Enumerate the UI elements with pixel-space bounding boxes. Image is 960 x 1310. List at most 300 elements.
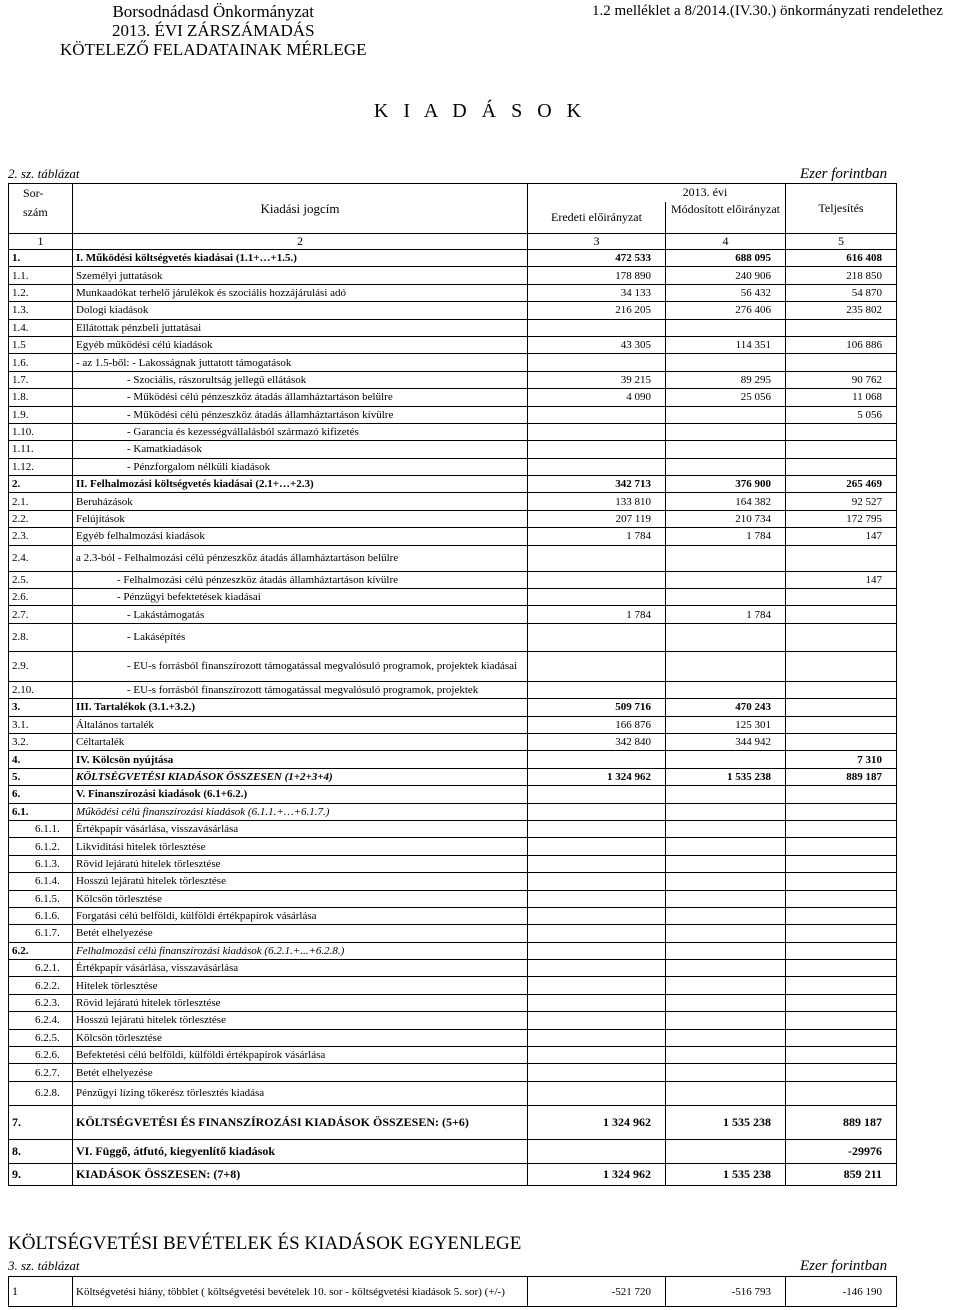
table-row — [9, 699, 897, 716]
value-teljesites: 147 — [786, 528, 897, 545]
value-modositott — [666, 354, 786, 371]
table-body — [9, 250, 897, 1186]
value-teljesites: 859 211 — [786, 1163, 897, 1185]
table-row — [9, 441, 897, 458]
row-number: 1.2. — [9, 284, 73, 301]
table-row — [9, 250, 897, 267]
value-teljesites — [786, 855, 897, 872]
row-label: Rövid lejáratú hitelek törlesztése — [73, 855, 528, 872]
row-number: 6.2.2. — [9, 977, 73, 994]
value-teljesites — [786, 319, 897, 336]
table-row — [9, 606, 897, 623]
value-teljesites — [786, 651, 897, 681]
value-teljesites — [786, 960, 897, 977]
value-modositott — [666, 942, 786, 959]
value-eredeti — [528, 681, 666, 698]
value-teljesites — [786, 1064, 897, 1081]
row-number: 3.2. — [9, 733, 73, 750]
value-teljesites: 106 886 — [786, 336, 897, 353]
row-number: 6.2.4. — [9, 1012, 73, 1029]
row-number: 6.1. — [9, 803, 73, 820]
table-row — [9, 528, 897, 545]
table-row — [9, 1047, 897, 1064]
row-number: 1.6. — [9, 354, 73, 371]
report-subtitle: KÖTELEZŐ FELADATAINAK MÉRLEGE — [60, 40, 367, 59]
value-modositott — [666, 458, 786, 475]
row-number: 2.6. — [9, 589, 73, 606]
row-number: 5. — [9, 768, 73, 785]
table-row — [9, 873, 897, 890]
value-teljesites: -29976 — [786, 1139, 897, 1163]
value-teljesites: 11 068 — [786, 389, 897, 406]
value-modositott — [666, 786, 786, 803]
table-row — [9, 1105, 897, 1139]
value-eredeti: 34 133 — [528, 284, 666, 301]
balance-table — [8, 1276, 897, 1307]
value-modositott: 25 056 — [666, 389, 786, 406]
table-row — [9, 925, 897, 942]
value-modositott — [666, 907, 786, 924]
row-label: Általános tartalék — [73, 716, 528, 733]
row-number: 2.3. — [9, 528, 73, 545]
row-number: 7. — [9, 1105, 73, 1139]
value-modositott — [666, 1081, 786, 1105]
row-label: Likviditási hitelek törlesztése — [73, 838, 528, 855]
table-row — [9, 855, 897, 872]
table-row — [9, 571, 897, 588]
value-eredeti — [528, 1081, 666, 1105]
value-teljesites: 5 056 — [786, 406, 897, 423]
value-teljesites: 889 187 — [786, 768, 897, 785]
value-modositott — [666, 925, 786, 942]
balance-unit-label: Ezer forintban — [800, 1258, 888, 1274]
value-modositott — [666, 1064, 786, 1081]
value-eredeti — [528, 1012, 666, 1029]
annex-reference: 1.2 melléklet a 8/2014.(IV.30.) önkormányzati rendelethez — [592, 3, 943, 19]
table-row — [9, 545, 897, 571]
row-number: 2.10. — [9, 681, 73, 698]
value-eredeti — [528, 458, 666, 475]
row-label: a 2.3-ból - Felhalmozási célú pénzeszköz átadás államháztartáson belülre — [73, 545, 528, 571]
value-teljesites: 7 310 — [786, 751, 897, 768]
value-eredeti — [528, 571, 666, 588]
row-label: I. Működési költségvetés kiadásai (1.1+…+1.5.) — [73, 250, 528, 267]
value-eredeti — [528, 890, 666, 907]
row-label: Rövid lejáratú hitelek törlesztése — [73, 994, 528, 1011]
row-number: 6.2. — [9, 942, 73, 959]
value-teljesites — [786, 873, 897, 890]
value-modositott — [666, 651, 786, 681]
value-modositott: 1 535 238 — [666, 1163, 786, 1185]
value-eredeti: 1 324 962 — [528, 768, 666, 785]
value-eredeti — [528, 820, 666, 837]
table-row — [9, 476, 897, 493]
value-eredeti — [528, 354, 666, 371]
row-number: 6.1.4. — [9, 873, 73, 890]
value-eredeti — [528, 319, 666, 336]
value-teljesites — [786, 803, 897, 820]
value-teljesites — [786, 925, 897, 942]
value-teljesites: 90 762 — [786, 371, 897, 388]
row-number: 2.4. — [9, 545, 73, 571]
row-label: Felújítások — [73, 510, 528, 527]
table-row — [9, 1064, 897, 1081]
value-teljesites: 147 — [786, 571, 897, 588]
value-eredeti — [528, 545, 666, 571]
table-row — [9, 510, 897, 527]
row-number: 1.4. — [9, 319, 73, 336]
value-modositott — [666, 820, 786, 837]
value-eredeti: 4 090 — [528, 389, 666, 406]
row-label: - Lakástámogatás — [73, 606, 528, 623]
row-label: KÖLTSÉGVETÉSI KIADÁSOK ÖSSZESEN (1+2+3+4) — [73, 768, 528, 785]
row-label: Betét elhelyezése — [73, 1064, 528, 1081]
row-label: V. Finanszírozási kiadások (6.1+6.2.) — [73, 786, 528, 803]
table-row — [9, 1277, 897, 1307]
value-teljesites — [786, 977, 897, 994]
value-eredeti — [528, 406, 666, 423]
row-label: - EU-s forrásból finanszírozott támogatással megvalósuló programok, projektek — [73, 681, 528, 698]
row-number: 6.1.3. — [9, 855, 73, 872]
row-label: Betét elhelyezése — [73, 925, 528, 942]
value-eredeti: 133 810 — [528, 493, 666, 510]
balance-table-label: 3. sz. táblázat — [8, 1258, 80, 1273]
value-eredeti — [528, 589, 666, 606]
value-eredeti: 39 215 — [528, 371, 666, 388]
value-eredeti — [528, 1029, 666, 1046]
table-row — [9, 284, 897, 301]
row-label: Felhalmozási célú finanszírozási kiadások (6.2.1.+...+6.2.8.) — [73, 942, 528, 959]
table-row — [9, 389, 897, 406]
value-modositott — [666, 890, 786, 907]
value-modositott — [666, 545, 786, 571]
value-modositott — [666, 681, 786, 698]
row-number: 1.12. — [9, 458, 73, 475]
row-number: 4. — [9, 751, 73, 768]
value-eredeti — [528, 803, 666, 820]
table-row — [9, 820, 897, 837]
value-eredeti — [528, 960, 666, 977]
table-row — [9, 994, 897, 1011]
col-index-5: 5 — [786, 234, 897, 250]
table-row — [9, 1163, 897, 1185]
value-eredeti: 509 716 — [528, 699, 666, 716]
table-row — [9, 371, 897, 388]
row-label: Egyéb felhalmozási kiadások — [73, 528, 528, 545]
col-header-year: 2013. évi — [528, 184, 786, 202]
value-modositott — [666, 406, 786, 423]
row-label: Pénzügyi lízing tőkerész törlesztés kiadása — [73, 1081, 528, 1105]
table-row — [9, 1139, 897, 1163]
row-label: Forgatási célú belföldi, külföldi értékpapírok vásárlása — [73, 907, 528, 924]
table-row — [9, 977, 897, 994]
row-number: 2.1. — [9, 493, 73, 510]
row-label: Költségvetési hiány, többlet ( költségvetési bevételek 10. sor - költségvetési kiadások 5. sor) (+/-) — [73, 1277, 528, 1307]
value-teljesites — [786, 994, 897, 1011]
value-teljesites — [786, 623, 897, 651]
row-number: 6.2.3. — [9, 994, 73, 1011]
value-modositott — [666, 423, 786, 440]
value-teljesites: 92 527 — [786, 493, 897, 510]
row-number: 3.1. — [9, 716, 73, 733]
document-header — [60, 2, 366, 59]
value-teljesites — [786, 907, 897, 924]
value-teljesites: 616 408 — [786, 250, 897, 267]
value-teljesites — [786, 716, 897, 733]
row-number: 6.1.7. — [9, 925, 73, 942]
row-label: Működési célú finanszírozási kiadások (6.1.1.+…+6.1.7.) — [73, 803, 528, 820]
value-modositott: 1 535 238 — [666, 768, 786, 785]
value-modositott: 470 243 — [666, 699, 786, 716]
value-eredeti: -521 720 — [528, 1277, 666, 1307]
row-number: 1 — [9, 1277, 73, 1307]
value-modositott — [666, 589, 786, 606]
row-label: Munkaadókat terhelő járulékok és szociális hozzájárulási adó — [73, 284, 528, 301]
value-modositott — [666, 751, 786, 768]
col-header-sorszam: Sor- szám — [9, 184, 73, 234]
value-teljesites — [786, 942, 897, 959]
value-modositott: 210 734 — [666, 510, 786, 527]
row-label: VI. Függő, átfutó, kiegyenlítő kiadások — [73, 1139, 528, 1163]
value-eredeti — [528, 651, 666, 681]
value-eredeti — [528, 441, 666, 458]
value-modositott: 1 535 238 — [666, 1105, 786, 1139]
value-eredeti: 342 713 — [528, 476, 666, 493]
table-row — [9, 589, 897, 606]
value-modositott — [666, 1047, 786, 1064]
row-label: Értékpapír vásárlása, visszavásárlása — [73, 960, 528, 977]
value-modositott: 276 406 — [666, 302, 786, 319]
row-number: 6.1.5. — [9, 890, 73, 907]
row-label: KIADÁSOK ÖSSZESEN: (7+8) — [73, 1163, 528, 1185]
col-index-4: 4 — [666, 234, 786, 250]
value-teljesites: 265 469 — [786, 476, 897, 493]
value-teljesites: 235 802 — [786, 302, 897, 319]
value-modositott — [666, 960, 786, 977]
table-row — [9, 651, 897, 681]
row-label: - Felhalmozási célú pénzeszköz átadás államháztartáson kívülre — [73, 571, 528, 588]
row-number: 8. — [9, 1139, 73, 1163]
row-label: III. Tartalékok (3.1.+3.2.) — [73, 699, 528, 716]
value-modositott: 240 906 — [666, 267, 786, 284]
row-label: Értékpapír vásárlása, visszavásárlása — [73, 820, 528, 837]
row-label: - Lakásépítés — [73, 623, 528, 651]
value-eredeti — [528, 423, 666, 440]
value-eredeti — [528, 977, 666, 994]
value-teljesites — [786, 545, 897, 571]
row-number: 6.1.6. — [9, 907, 73, 924]
row-label: Hosszú lejáratú hitelek törlesztése — [73, 1012, 528, 1029]
row-label: - az 1.5-ből: - Lakosságnak juttatott támogatások — [73, 354, 528, 371]
value-modositott: 125 301 — [666, 716, 786, 733]
value-eredeti — [528, 942, 666, 959]
value-eredeti — [528, 873, 666, 890]
value-modositott: 688 095 — [666, 250, 786, 267]
value-modositott — [666, 441, 786, 458]
value-eredeti — [528, 855, 666, 872]
value-modositott: 164 382 — [666, 493, 786, 510]
value-modositott — [666, 977, 786, 994]
table-row — [9, 890, 897, 907]
value-teljesites: 889 187 — [786, 1105, 897, 1139]
value-modositott: 376 900 — [666, 476, 786, 493]
row-label: IV. Kölcsön nyújtása — [73, 751, 528, 768]
value-modositott — [666, 319, 786, 336]
row-number: 1.3. — [9, 302, 73, 319]
row-label: II. Felhalmozási költségvetés kiadásai (2.1+…+2.3) — [73, 476, 528, 493]
row-label: Dologi kiadások — [73, 302, 528, 319]
row-label: Befektetési célú belföldi, külföldi értékpapírok vásárlása — [73, 1047, 528, 1064]
table-row — [9, 786, 897, 803]
value-teljesites — [786, 786, 897, 803]
value-modositott: 114 351 — [666, 336, 786, 353]
table-row — [9, 354, 897, 371]
row-number: 1.11. — [9, 441, 73, 458]
row-label: - Működési célú pénzeszköz átadás államháztartáson belülre — [73, 389, 528, 406]
table-row — [9, 733, 897, 750]
col-index-3: 3 — [528, 234, 666, 250]
row-label: Egyéb működési célú kiadások — [73, 336, 528, 353]
row-number: 6.2.5. — [9, 1029, 73, 1046]
table-row — [9, 960, 897, 977]
value-eredeti: 178 890 — [528, 267, 666, 284]
row-label: Ellátottak pénzbeli juttatásai — [73, 319, 528, 336]
col-header-teljesites: Teljesítés — [786, 184, 897, 234]
row-label: Hosszú lejáratú hitelek törlesztése — [73, 873, 528, 890]
table-row — [9, 336, 897, 353]
row-number: 2.8. — [9, 623, 73, 651]
value-teljesites — [786, 606, 897, 623]
row-number: 3. — [9, 699, 73, 716]
value-eredeti: 166 876 — [528, 716, 666, 733]
value-modositott: 1 784 — [666, 528, 786, 545]
unit-label: Ezer forintban — [800, 166, 888, 182]
table-row — [9, 493, 897, 510]
table-row — [9, 681, 897, 698]
value-eredeti: 472 533 — [528, 250, 666, 267]
value-eredeti: 1 784 — [528, 528, 666, 545]
col-header-jogcim: Kiadási jogcím — [73, 184, 528, 234]
report-title: 2013. ÉVI ZÁRSZÁMADÁS — [111, 21, 315, 40]
row-number: 9. — [9, 1163, 73, 1185]
row-label: - Működési célú pénzeszköz átadás államháztartáson kívülre — [73, 406, 528, 423]
row-number: 1.8. — [9, 389, 73, 406]
row-label: Hitelek törlesztése — [73, 977, 528, 994]
col-header-modositott: Módosított előirányzat — [666, 202, 786, 234]
table-row — [9, 423, 897, 440]
table-row — [9, 1029, 897, 1046]
row-label: KÖLTSÉGVETÉSI ÉS FINANSZÍROZÁSI KIADÁSOK ÖSSZESEN: (5+6) — [73, 1105, 528, 1139]
value-eredeti — [528, 1064, 666, 1081]
value-teljesites — [786, 890, 897, 907]
value-teljesites — [786, 441, 897, 458]
row-number: 6.2.6. — [9, 1047, 73, 1064]
table-row — [9, 1012, 897, 1029]
table-row — [9, 716, 897, 733]
value-teljesites — [786, 820, 897, 837]
table-row — [9, 406, 897, 423]
value-eredeti: 1 324 962 — [528, 1163, 666, 1185]
value-modositott: 1 784 — [666, 606, 786, 623]
value-teljesites — [786, 699, 897, 716]
row-number: 1.7. — [9, 371, 73, 388]
col-header-eredeti: Eredeti előirányzat — [528, 202, 666, 234]
value-modositott — [666, 838, 786, 855]
row-number: 6.2.7. — [9, 1064, 73, 1081]
row-number: 1.1. — [9, 267, 73, 284]
table-row — [9, 751, 897, 768]
value-eredeti: 342 840 — [528, 733, 666, 750]
col-index-2: 2 — [73, 234, 528, 250]
row-label: Személyi juttatások — [73, 267, 528, 284]
row-number: 1.5 — [9, 336, 73, 353]
row-label: - Szociális, rászorultság jellegű ellátások — [73, 371, 528, 388]
value-teljesites — [786, 681, 897, 698]
row-label: Beruházások — [73, 493, 528, 510]
value-eredeti: 207 119 — [528, 510, 666, 527]
value-eredeti: 1 784 — [528, 606, 666, 623]
value-eredeti — [528, 838, 666, 855]
value-modositott — [666, 1139, 786, 1163]
value-teljesites: -146 190 — [786, 1277, 897, 1307]
value-eredeti — [528, 786, 666, 803]
value-teljesites: 172 795 — [786, 510, 897, 527]
value-teljesites — [786, 1081, 897, 1105]
table-label: 2. sz. táblázat — [8, 166, 80, 181]
section-title: K I A D Á S O K — [373, 100, 587, 122]
value-eredeti: 216 205 — [528, 302, 666, 319]
row-number: 1. — [9, 250, 73, 267]
value-modositott — [666, 803, 786, 820]
value-teljesites — [786, 733, 897, 750]
value-eredeti — [528, 623, 666, 651]
table-row — [9, 907, 897, 924]
value-teljesites — [786, 589, 897, 606]
value-teljesites — [786, 423, 897, 440]
row-number: 6.2.8. — [9, 1081, 73, 1105]
row-number: 2.7. — [9, 606, 73, 623]
table-row — [9, 623, 897, 651]
row-number: 2.2. — [9, 510, 73, 527]
value-modositott: 89 295 — [666, 371, 786, 388]
value-teljesites — [786, 838, 897, 855]
row-label: - EU-s forrásból finanszírozott támogatással megvalósuló programok, projektek kiadásai — [73, 651, 528, 681]
value-modositott — [666, 571, 786, 588]
value-modositott — [666, 1012, 786, 1029]
value-modositott — [666, 873, 786, 890]
value-teljesites — [786, 1012, 897, 1029]
balance-title: KÖLTSÉGVETÉSI BEVÉTELEK ÉS KIADÁSOK EGYENLEGE — [8, 1233, 522, 1254]
value-eredeti — [528, 1139, 666, 1163]
value-teljesites — [786, 1029, 897, 1046]
value-eredeti — [528, 751, 666, 768]
row-label: - Pénzforgalom nélküli kiadások — [73, 458, 528, 475]
value-eredeti — [528, 994, 666, 1011]
row-number: 6.1.2. — [9, 838, 73, 855]
value-modositott — [666, 1029, 786, 1046]
row-label: Céltartalék — [73, 733, 528, 750]
value-eredeti: 43 305 — [528, 336, 666, 353]
value-teljesites — [786, 354, 897, 371]
row-label: Kölcsön törlesztése — [73, 1029, 528, 1046]
row-number: 2.9. — [9, 651, 73, 681]
value-eredeti: 1 324 962 — [528, 1105, 666, 1139]
row-label: - Kamatkiadások — [73, 441, 528, 458]
value-eredeti — [528, 1047, 666, 1064]
value-teljesites: 54 870 — [786, 284, 897, 301]
table-row — [9, 803, 897, 820]
row-label: - Pénzügyi befektetések kiadásai — [73, 589, 528, 606]
